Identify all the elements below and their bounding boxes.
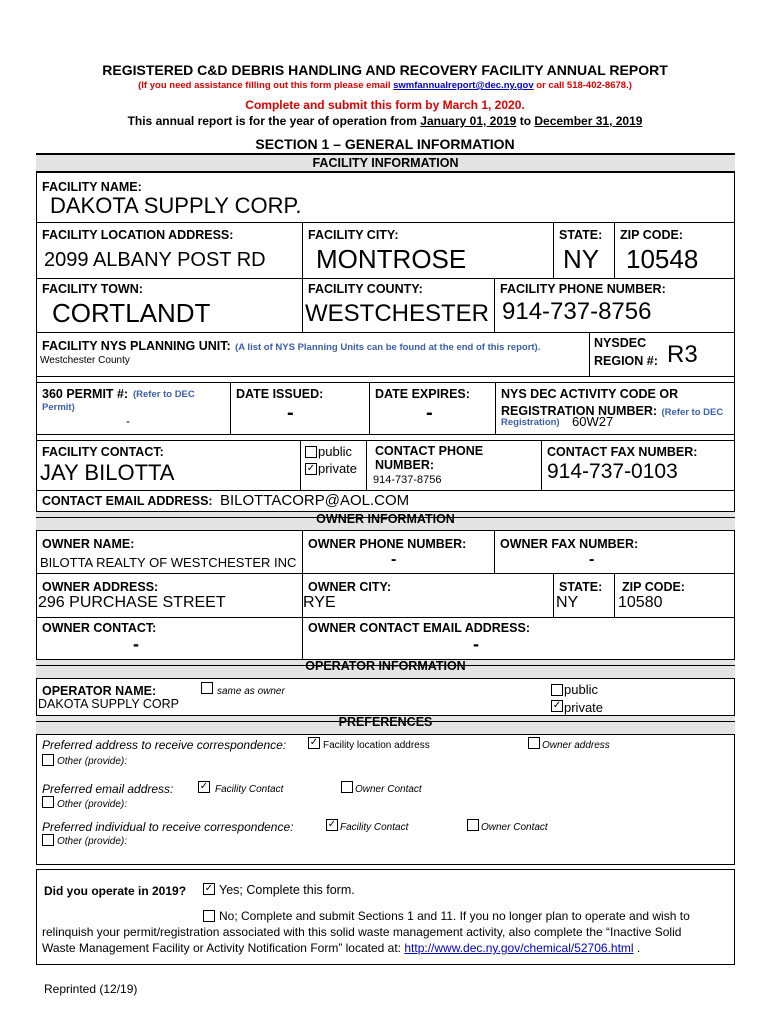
permit-hint-2: Permit)	[42, 402, 75, 413]
owner-state-value[interactable]: NY	[556, 594, 579, 611]
divider	[36, 222, 735, 223]
reprinted-note: Reprinted (12/19)	[44, 982, 138, 996]
email-other-checkbox[interactable]	[42, 796, 54, 808]
contact-phone-value[interactable]: 914-737-8756	[373, 474, 442, 486]
indiv-facility-label: Facility Contact	[340, 822, 409, 833]
owner-email-value[interactable]: -	[473, 634, 479, 654]
facility-band: FACILITY INFORMATION	[36, 154, 735, 172]
contact-email-value[interactable]: BILOTTACORP@AOL.COM	[220, 492, 410, 509]
owner-zip-value[interactable]: 10580	[618, 594, 663, 611]
activity-label-1: NYS DEC ACTIVITY CODE OR	[501, 387, 679, 401]
private-checkbox[interactable]: ✓	[306, 463, 316, 474]
divider	[589, 332, 590, 376]
owner-fax-value[interactable]: -	[589, 551, 595, 568]
divider	[300, 440, 301, 490]
operate-no-line3-text: Waste Management Facility or Activity Notification Form” located at:	[42, 941, 405, 955]
divider	[36, 278, 735, 279]
assistance-email-link[interactable]: swmfannualreport@dec.ny.gov	[393, 80, 534, 91]
permit-label: 360 PERMIT #:	[42, 387, 129, 401]
corr-owner-checkbox[interactable]	[528, 737, 540, 749]
owner-zip-label: ZIP CODE:	[622, 580, 685, 594]
date-expires-label: DATE EXPIRES:	[375, 387, 470, 401]
year-to-word: to	[516, 114, 535, 128]
corr-other-label: Other (provide):	[57, 756, 128, 767]
assistance-pre: (If you need assistance filling out this form please email	[138, 80, 394, 91]
private-label: private	[318, 461, 358, 476]
owner-address-value[interactable]: 296 PURCHASE STREET	[38, 594, 226, 611]
facility-contact-label: FACILITY CONTACT:	[42, 445, 164, 459]
divider	[230, 382, 231, 434]
divider	[36, 172, 735, 173]
facility-address-value[interactable]: 2099 ALBANY POST RD	[44, 249, 266, 271]
divider	[36, 434, 735, 435]
operate-link-post: .	[633, 941, 641, 955]
divider	[36, 490, 735, 491]
planning-unit-label-row	[42, 337, 540, 355]
facility-state-label: STATE:	[559, 228, 603, 242]
facility-city-label: FACILITY CITY:	[308, 228, 399, 242]
contact-fax-value[interactable]: 914-737-0103	[547, 460, 678, 483]
operate-question: Did you operate in 2019?	[44, 884, 187, 898]
same-as-owner-label: same as owner	[217, 686, 285, 697]
facility-name-value[interactable]: DAKOTA SUPPLY CORP.	[50, 193, 302, 218]
divider	[36, 382, 735, 383]
public-label: public	[318, 444, 352, 459]
year-to: December 31, 2019	[534, 114, 643, 128]
operate-no-line2: relinquish your permit/registration associated with this solid waste management activity, also complete the “Inactive Solid	[42, 925, 682, 939]
operator-name-value[interactable]: DAKOTA SUPPLY CORP	[38, 697, 180, 711]
operate-no-line3	[42, 941, 640, 955]
operator-private-checkbox[interactable]: ✓	[552, 700, 562, 711]
activity-hint-1: (Refer to DEC	[661, 407, 724, 418]
facility-state-value[interactable]: NY	[563, 244, 600, 274]
owner-address-label: OWNER ADDRESS:	[42, 580, 159, 594]
email-facility-label: Facility Contact	[215, 784, 284, 795]
public-checkbox[interactable]	[305, 446, 317, 458]
activity-label-2: REGISTRATION NUMBER:	[501, 404, 658, 418]
report-title: REGISTERED C&D DEBRIS HANDLING AND RECOVERY FACILITY ANNUAL REPORT	[102, 62, 668, 78]
operator-band	[36, 659, 735, 679]
divider	[302, 222, 303, 278]
operate-no-label: No; Complete and submit Sections 1 and 11. If you no longer plan to operate and wish to	[219, 909, 690, 923]
owner-band-title: OWNER INFORMATION	[316, 512, 455, 526]
date-issued-label: DATE ISSUED:	[236, 387, 324, 401]
indiv-other-label: Other (provide):	[57, 836, 128, 847]
region-label-2: REGION #:	[594, 354, 658, 368]
divider	[302, 617, 303, 659]
activity-value[interactable]: 60W27	[572, 414, 614, 429]
owner-city-value[interactable]: RYE	[303, 594, 336, 611]
corr-other-checkbox[interactable]	[42, 754, 54, 766]
divider	[36, 376, 735, 377]
divider	[369, 382, 370, 434]
region-value[interactable]: R3	[667, 341, 698, 368]
indiv-owner-label: Owner Contact	[481, 822, 548, 833]
owner-contact-value[interactable]: -	[133, 634, 139, 654]
owner-fax-label: OWNER FAX NUMBER:	[500, 537, 639, 551]
divider	[36, 440, 735, 441]
facility-name-label: FACILITY NAME:	[42, 180, 142, 194]
facility-zip-label: ZIP CODE:	[620, 228, 683, 242]
facility-phone-label: FACILITY PHONE NUMBER:	[500, 282, 666, 296]
email-other-label: Other (provide):	[57, 799, 128, 810]
indiv-pref-label: Preferred individual to receive correspondence:	[42, 820, 294, 834]
facility-county-label: FACILITY COUNTY:	[308, 282, 423, 296]
operator-band-title: OPERATOR INFORMATION	[305, 659, 466, 673]
corr-facility-checkbox[interactable]: ✓	[309, 737, 319, 748]
deadline-note: Complete and submit this form by March 1, 2020.	[245, 98, 525, 112]
contact-phone-label-1: CONTACT PHONE	[375, 444, 484, 458]
date-issued-value[interactable]: -	[287, 402, 294, 424]
corr-address-label: Preferred address to receive correspondence:	[42, 738, 287, 752]
facility-county-value[interactable]: WESTCHESTER	[305, 300, 490, 327]
divider	[36, 617, 735, 618]
activity-hint-2: Registration)	[501, 417, 560, 428]
email-pref-label: Preferred email address:	[42, 782, 174, 796]
owner-name-label: OWNER NAME:	[42, 537, 135, 551]
assistance-post: or call 518-402-8678.)	[533, 80, 632, 91]
divider	[541, 440, 542, 490]
facility-contact-value[interactable]: JAY BILOTTA	[40, 460, 175, 485]
inactive-form-link[interactable]: http://www.dec.ny.gov/chemical/52706.html	[404, 941, 634, 955]
region-label-1: NYSDEC	[594, 336, 647, 350]
permit-hint-1: (Refer to DEC	[133, 389, 195, 400]
planning-unit-label: FACILITY NYS PLANNING UNIT:	[42, 339, 231, 353]
facility-address-label: FACILITY LOCATION ADDRESS:	[42, 228, 234, 242]
divider	[302, 278, 303, 332]
divider	[366, 440, 367, 490]
divider	[36, 573, 735, 574]
corr-facility-label: Facility location address	[323, 740, 430, 751]
operator-name-label: OPERATOR NAME:	[42, 684, 157, 698]
same-as-owner-checkbox[interactable]	[201, 682, 213, 694]
divider	[494, 278, 495, 332]
contact-fax-label: CONTACT FAX NUMBER:	[547, 445, 698, 459]
owner-phone-value[interactable]: -	[391, 551, 397, 568]
operate-no-checkbox[interactable]	[203, 910, 215, 922]
contact-email-label: CONTACT EMAIL ADDRESS:	[42, 494, 213, 508]
facility-city-value[interactable]: MONTROSE	[316, 244, 467, 274]
planning-unit-hint: (A list of NYS Planning Units can be found at the end of this report).	[235, 342, 541, 353]
owner-email-label: OWNER CONTACT EMAIL ADDRESS:	[308, 621, 530, 635]
operator-public-checkbox[interactable]	[551, 684, 563, 696]
email-facility-checkbox[interactable]: ✓	[199, 781, 209, 792]
owner-name-value[interactable]: BILOTTA REALTY OF WESTCHESTER INC	[40, 555, 297, 570]
corr-owner-label: Owner address	[542, 740, 610, 751]
operator-public-label: public	[564, 682, 598, 697]
divider	[36, 332, 735, 333]
date-expires-value[interactable]: -	[426, 402, 433, 424]
assistance-note	[0, 80, 770, 91]
owner-contact-label: OWNER CONTACT:	[42, 621, 157, 635]
divider	[302, 531, 303, 573]
divider	[494, 531, 495, 573]
facility-zip-value[interactable]: 10548	[626, 244, 699, 274]
operate-yes-label: Yes; Complete this form.	[219, 883, 355, 897]
preferences-band	[36, 715, 735, 735]
indiv-other-checkbox[interactable]	[42, 834, 54, 846]
divider	[614, 573, 615, 617]
permit-value[interactable]: -	[126, 414, 130, 428]
divider	[553, 222, 554, 278]
email-owner-label: Owner Contact	[355, 784, 422, 795]
report-year	[0, 114, 770, 128]
owner-state-label: STATE:	[559, 580, 603, 594]
planning-unit-value[interactable]: Westchester County	[40, 355, 130, 366]
divider	[553, 573, 554, 617]
indiv-facility-checkbox[interactable]: ✓	[327, 819, 337, 830]
facility-phone-value[interactable]: 914-737-8756	[502, 298, 652, 325]
facility-town-value[interactable]: CORTLANDT	[52, 298, 211, 328]
preferences-band-title: PREFERENCES	[338, 715, 433, 729]
contact-phone-label-2: NUMBER:	[375, 458, 435, 472]
divider	[495, 382, 496, 434]
owner-city-label: OWNER CITY:	[308, 580, 392, 594]
email-owner-checkbox[interactable]	[341, 781, 353, 793]
divider	[614, 222, 615, 278]
section-title: SECTION 1 – GENERAL INFORMATION	[255, 136, 515, 152]
indiv-owner-checkbox[interactable]	[467, 819, 479, 831]
owner-band	[36, 511, 735, 531]
owner-phone-label: OWNER PHONE NUMBER:	[308, 537, 467, 551]
operator-private-label: private	[564, 700, 604, 715]
year-from: January 01, 2019	[420, 114, 517, 128]
operate-yes-checkbox[interactable]: ✓	[204, 883, 214, 894]
facility-town-label: FACILITY TOWN:	[42, 282, 143, 296]
year-pre: This annual report is for the year of operation from	[127, 114, 421, 128]
